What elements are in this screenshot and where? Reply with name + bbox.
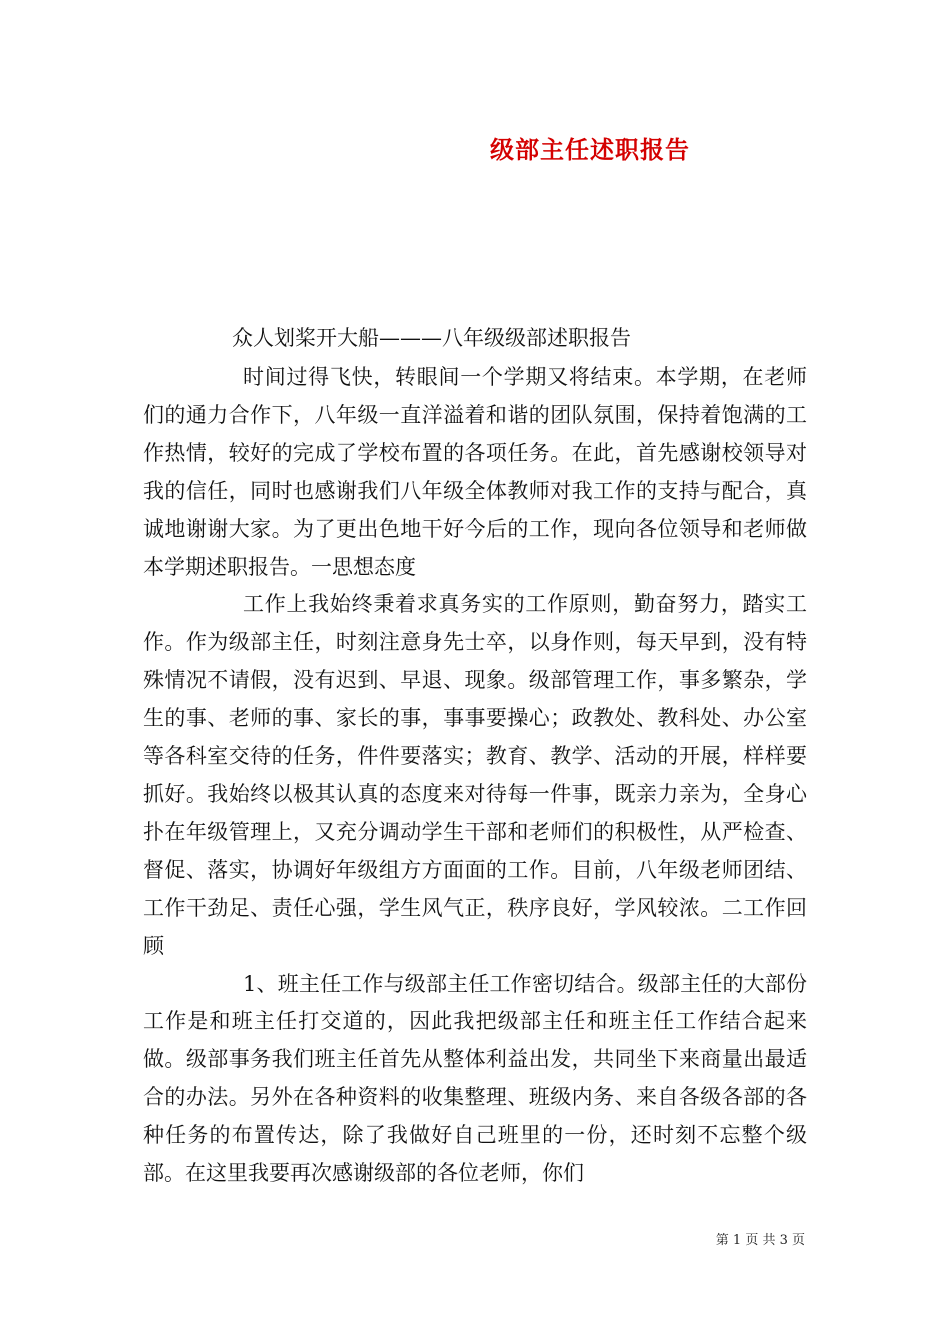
paragraph: 时间过得飞快，转眼间一个学期又将结束。本学期，在老师们的通力合作下，八年级一直洋溢着和谐的团队氛围，保持着饱满的工作热情，较好的完成了学校布置的各项任务。在此，首先感谢校领导对我的信任，同时也感谢我们八年级全体教师对我工作的支持与配合，真诚地谢谢大家。为了更出色地干好今后的工作，现向各位领导和老师做本学期述职报告。一思想态度 — [143, 365, 807, 579]
document-body — [143, 359, 807, 1193]
paragraph: 1、班主任工作与级部主任工作密切结合。级部主任的大部份工作是和班主任打交道的，因此我把级部主任和班主任工作结合起来做。级部事务我们班主任首先从整体利益出发，共同坐下来商量出最适合的办法。另外在各种资料的收集整理、班级内务、来自各级各部的各种任务的布置传达，除了我做好自己班里的一份，还时刻不忘整个级部。在这里我要再次感谢级部的各位老师，你们 — [143, 971, 807, 1186]
document-subtitle: 众人划桨开大船———八年级级部述职报告 — [232, 326, 631, 350]
document-title: 级部主任述职报告 — [490, 135, 690, 164]
paragraph: 工作上我始终秉着求真务实的工作原则，勤奋努力，踏实工作。作为级部主任，时刻注意身先士卒，以身作则，每天早到，没有特殊情况不请假，没有迟到、早退、现象。级部管理工作，事多繁杂，学生的事、老师的事、家长的事，事事要操心；政教处、教科处、办公室等各科室交待的任务，件件要落实；教育、教学、活动的开展，样样要抓好。我始终以极其认真的态度来对待每一件事，既亲力亲为，全身心扑在年级管理上，又充分调动学生干部和老师们的积极性，从严检查、督促、落实，协调好年级组方方面面的工作。目前，八年级老师团结、工作干劲足、责任心强，学生风气正，秩序良好，学风较浓。二工作回顾 — [143, 592, 807, 958]
page-number-footer: 第 1 页 共 3 页 — [715, 1233, 805, 1248]
